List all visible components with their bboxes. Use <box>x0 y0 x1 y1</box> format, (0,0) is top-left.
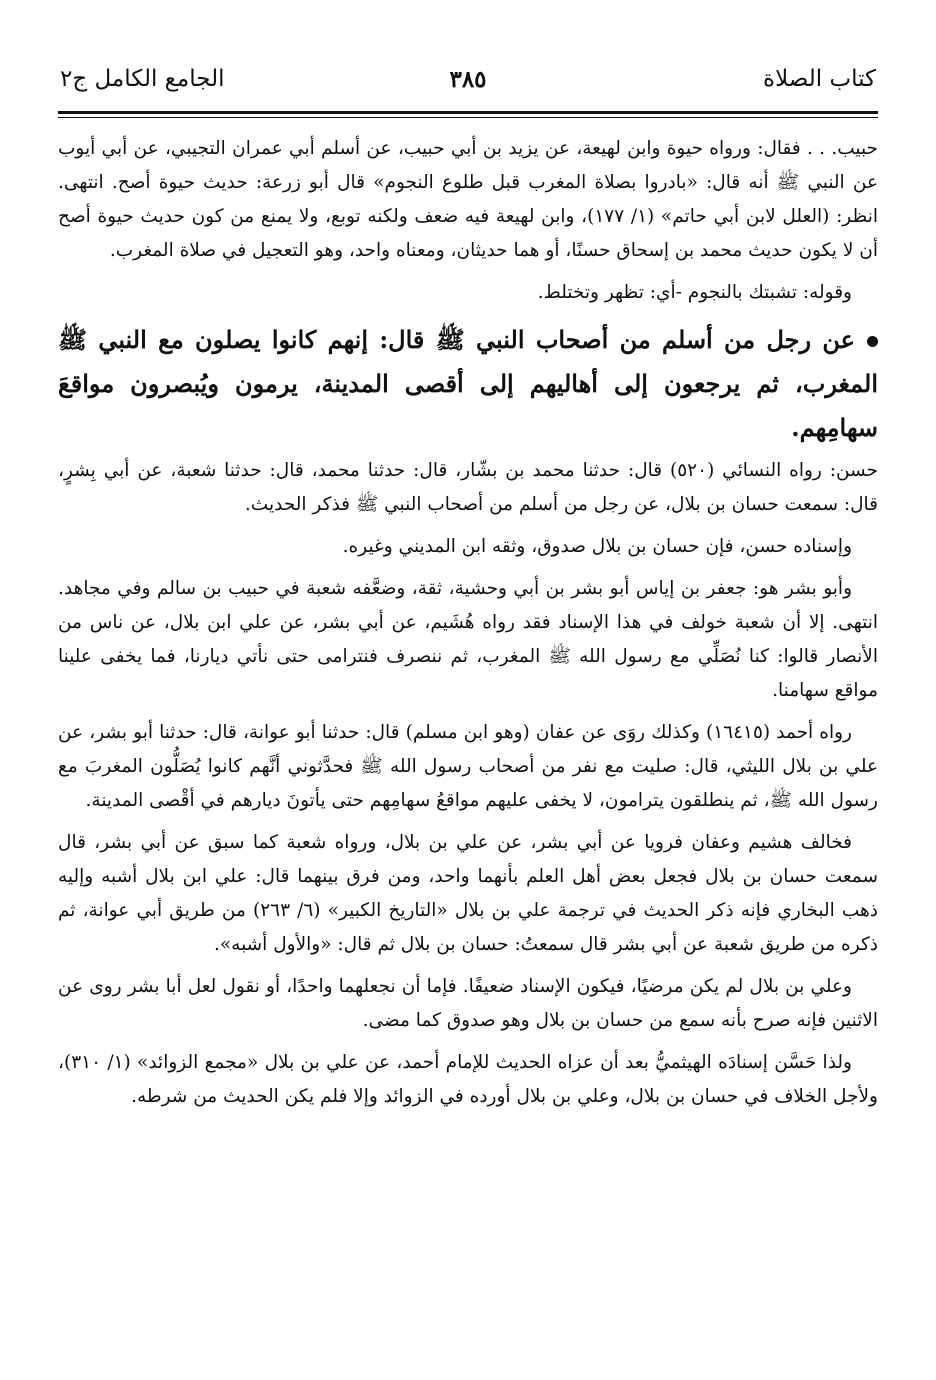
paragraph: فخالف هشيم وعفان فرويا عن أبي بشر، عن علي بن بلال، ورواه شعبة كما سبق عن أبي بشر، قال سمعت حسان بن بلال فجعل بعض أهل العلم بأنهما واحد، ومن فرق بينهما قال: علي ابن بلال أشبه وإليه ذهب البخاري فإنه ذكر الحديث في ترجمة علي بن بلال «التاريخ الكبير» (٦/ ٢٦٣) من طريق أبي عوانة، ثم ذكره من طريق شعبة عن أبي بشر قال سمعتُ: حسان بن بلال ثم قال: «والأول أشبه». <box>58 832 878 955</box>
page-header <box>60 66 876 110</box>
paragraph: وعلي بن بلال لم يكن مرضيًا، فيكون الإسناد ضعيفًا. فإما أن نجعلهما واحدًا، أو نقول لعل أبا بشر روى عن الاثنين فإنه صرح بأنه سمع من حسان بن بلال وهو صدوق كما مضى. <box>58 976 878 1031</box>
paragraph: وقوله: تشبتك بالنجوم -أي: تظهر وتختلط. <box>537 282 852 303</box>
paragraph: حسن: رواه النسائي (٥٢٠) قال: حدثنا محمد بن بشّار، قال: حدثنا محمد، قال: حدثنا شعبة، عن أبي بِشرٍ، قال: سمعت حسان بن بلال، عن رجل من أسلم من أصحاب النبي ﷺ فذكر الحديث. <box>58 460 878 515</box>
paragraph: وإسناده حسن، فإن حسان بن بلال صدوق، وثقه ابن المديني وغيره. <box>342 536 852 557</box>
header-rule-thin <box>58 117 878 118</box>
hadith-text <box>58 318 878 450</box>
paragraph: وأبو بشر هو: جعفر بن إياس أبو بشر بن أبي وحشية، ثقة، وضعَّفه شعبة في حبيب بن سالم وفي مجاهد. انتهى. إلا أن شعبة خولف في هذا الإسناد فقد رواه هُشَيم، عن أبي بشر، عن علي ابن بلال، عن ناس من الأنصار قالوا: كنا نُصَلِّي مع رسول الله ﷺ المغرب، ثم ننصرف فنترامى حتى نأتي ديارنا، فما يخفى علينا مواقع سهامنا. <box>58 578 878 701</box>
page-number: ٣٨٥ <box>449 66 487 93</box>
bullet-icon <box>867 336 878 347</box>
page-body <box>58 132 878 1122</box>
book-title: كتاب الصلاة <box>763 66 876 92</box>
hadith-body: عن رجل من أسلم من أصحاب النبي ﷺ قال: إنهم كانوا يصلون مع النبي ﷺ المغرب، ثم يرجعون إلى أهاليهم إلى أقصى المدينة، يرمون ويُبصرون مواقعَ سهامِهم. <box>58 325 878 442</box>
running-title: الجامع الكامل ج٢ <box>60 66 225 92</box>
paragraph: ولذا حَسَّن إسنادَه الهيثميُّ بعد أن عزاه الحديث للإمام أحمد، عن علي بن بلال «مجمع الزوائد» (١/ ٣١٠)، ولأجل الخلاف في حسان بن بلال، وعلي بن بلال أورده في الزوائد وإلا فلم يكن الحديث من شرطه. <box>58 1052 878 1107</box>
header-rule-thick <box>58 111 878 114</box>
paragraph: رواه أحمد (١٦٤١٥) وكذلك روَى عن عفان (وهو ابن مسلم) قال: حدثنا أبو عوانة، قال: حدثنا أبو بشر، عن علي بن بلال الليثي، قال: صليت مع نفر من أصحاب رسول الله ﷺ فحدَّثوني أنَّهم كانوا يُصَلُّون المغربَ مع رسول الله ﷺ، ثم ينطلقون يترامون، لا يخفى عليهم مواقعُ سهامِهم حتى يأتونَ ديارهم في أقْصى المدينة. <box>58 722 878 811</box>
paragraph: حبيب. . . فقال: ورواه حيوة وابن لهيعة، عن يزيد بن أبي حبيب، عن أسلم أبي عمران التجيبي، عن أبي أيوب عن النبي ﷺ أنه قال: «بادروا بصلاة المغرب قبل طلوع النجوم» قال أبو زرعة: حديث حيوة أصح. انتهى. انظر: (العلل لابن أبي حاتم» (١/ ١٧٧)، وابن لهيعة فيه ضعف ولكنه توبع، ولا يمنع من كون حديث حيوة أصح أن لا يكون حديث محمد بن إسحاق حسنًا، أو هما حديثان، ومعناه واحد، وهو التعجيل في صلاة المغرب. <box>58 138 878 261</box>
